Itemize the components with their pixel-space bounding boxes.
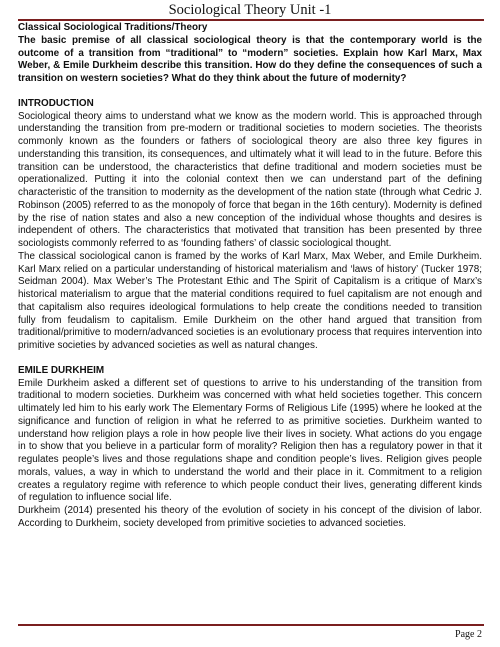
running-header: Sociological Theory Unit -1 [168, 2, 332, 18]
page-number: Page 2 [455, 629, 482, 640]
introduction-paragraph-1: Sociological theory aims to understand what we know as the modern world. This is approached through understanding the transition from pre-modern or traditional societies to modern societies. The theorists commonly known as the founders or fathers of sociological theory are also three key figures in understanding this transition, its consequences, and ultimately what it will lead to in the future. Before this transition can be understood, the characteristics that define traditional and modern societies must be operationalized. Putting it into the colonial context then we can understand part of the defining characteristic of the transition to modernity as the development of the nation state (through what Cedric J. Robinson (2005) referred to as the monopoly of force that began in the 16th century). Modernity is defined by the rise of nation states and also a new conception of the individual whose thoughts and desires is independent of others. The characteristics that motivated that transition has been presented by three sociologists commonly referred to as ‘founding fathers’ of classic sociological thought. [18, 110, 482, 249]
durkheim-paragraph-1: Emile Durkheim asked a different set of questions to arrive to his understanding of the transition from traditional to modern societies. Durkheim was concerned with what held societies together. This concern ultimately led him to his early work The Elementary Forms of Religious Life (1995) where he looked at the significance and function of religion in what he referred to as primitive societies. Durkheim wanted to understand how religion plays a role in how people live their lives in society. What actions do you engage in to show that you believe in a particular form of morality? Religion then has a regulatory power in that it regulates people’s lives and those regulations shape and condition people’s lives. Religion gives people morals, values, a way in which to understand the world and their place in it. Commitment to a religion creates a regulatory regime with reference to which people conduct their lives, generating different kinds of regulation to influence social life. [18, 377, 482, 504]
document-title: Classical Sociological Traditions/Theory [18, 22, 208, 33]
durkheim-heading: EMILE DURKHEIM [18, 364, 105, 376]
header-rule [18, 19, 484, 21]
document-body [18, 22, 482, 531]
essay-prompt: The basic premise of all classical sociological theory is that the contemporary world is the outcome of a transition from “traditional” to “modern” societies. Explain how Karl Marx, Max Weber, & Emile Durkheim describe this transition. How do they define the consequences of such a transition on western societies? What do they think about the future of modernity? [18, 34, 482, 84]
introduction-paragraph-2: The classical sociological canon is framed by the works of Karl Marx, Max Weber, and Emile Durkheim. Karl Marx relied on a particular understanding of historical materialism and ‘laws of history’ (Tucker 1978; Seidman 2004). Max Weber’s The Protestant Ethic and The Spirit of Capitalism is a critique of Marx’s historical materialism to argue that the material conditions required to fuel capitalism are not enough and that capitalism also requires ideological formulations to help create the conditions needed to transition fully from feudalism to capitalism. Emile Durkheim on the other hand argued that transition from traditional/primitive to modern/advanced societies is an evolutionary process that requires intervention into primitive societies by advanced societies as well as natural changes. [18, 250, 482, 351]
footer-rule [18, 624, 484, 626]
durkheim-paragraph-2: Durkheim (2014) presented his theory of the evolution of society in his concept of the division of labor. According to Durkheim, society developed from primitive societies to advanced societies. [18, 505, 482, 529]
introduction-heading: INTRODUCTION [18, 97, 94, 109]
